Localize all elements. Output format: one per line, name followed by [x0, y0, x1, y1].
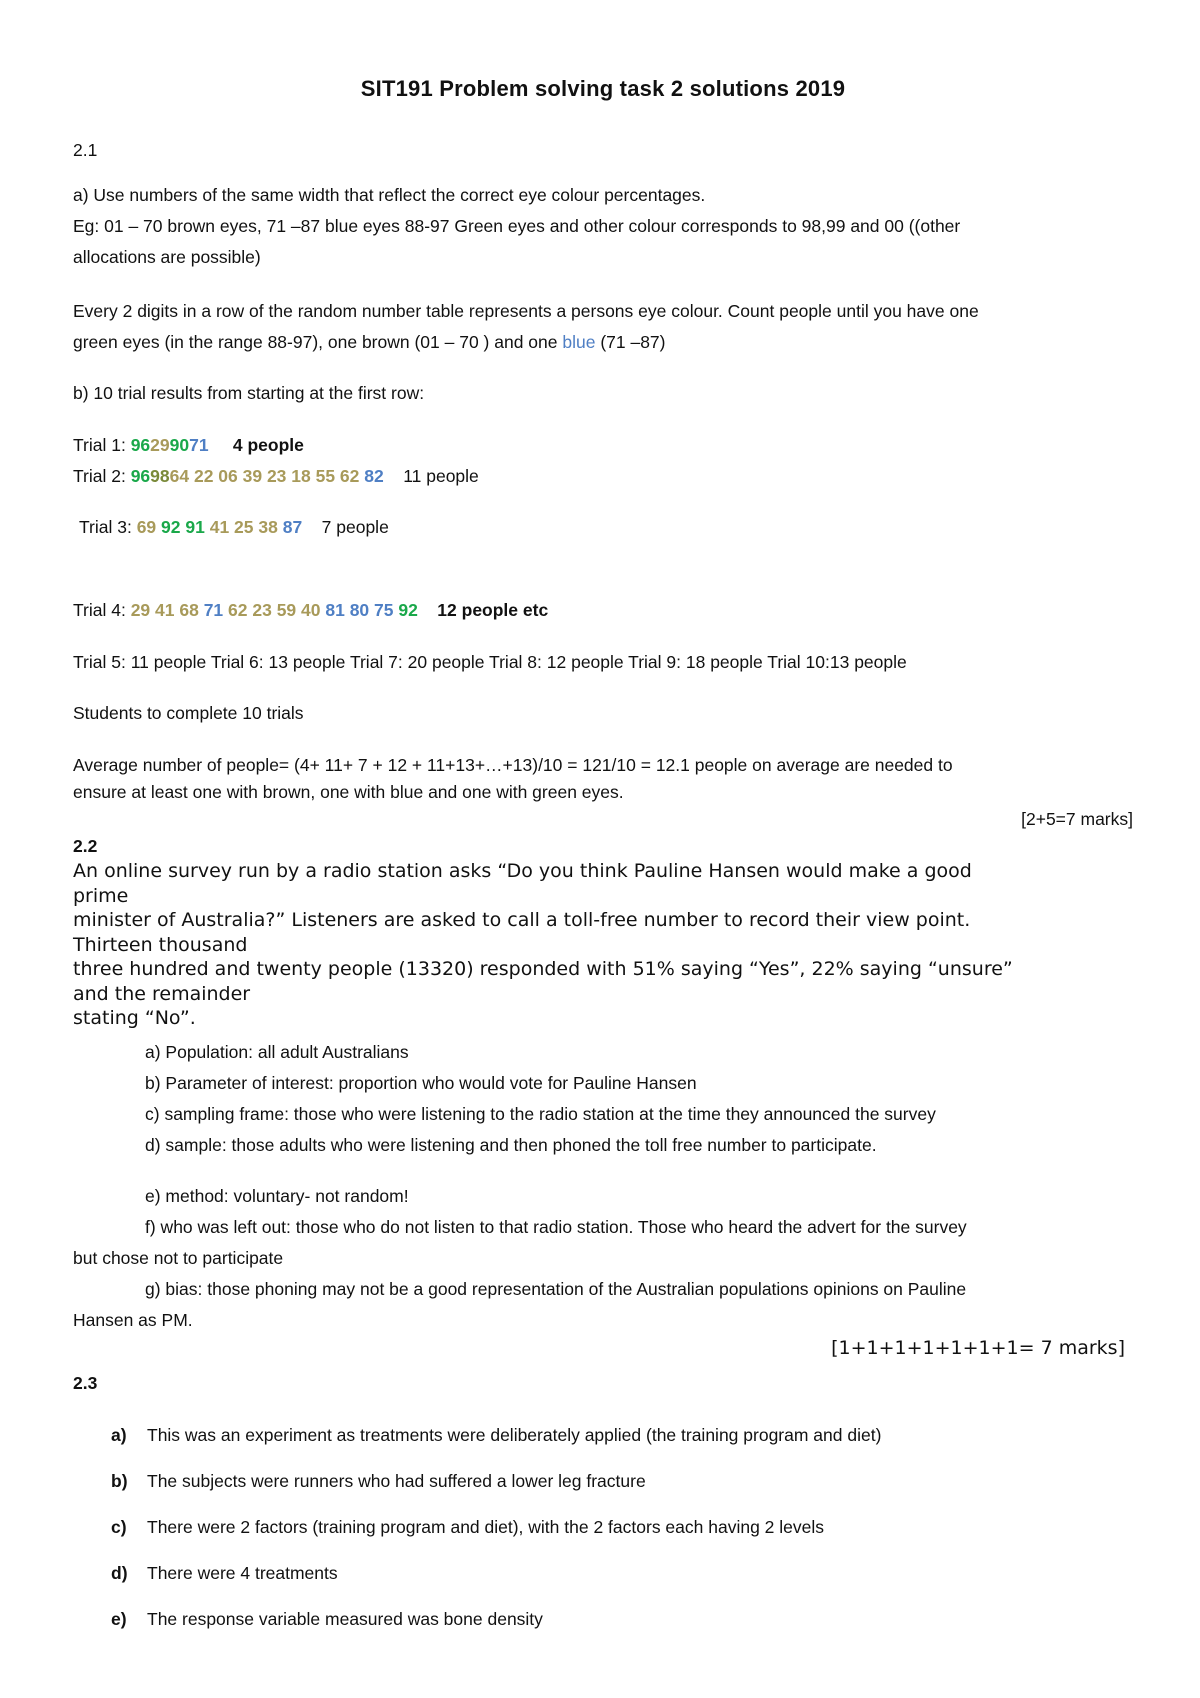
- marks-2-1: [2+5=7 marks]: [1021, 809, 1133, 829]
- answer-item: e) method: voluntary- not random!: [145, 1186, 409, 1206]
- list-marker: d): [111, 1563, 128, 1583]
- digits-blue: 81 80 75: [325, 600, 394, 620]
- list-item-text: The subjects were runners who had suffered a lower leg fracture: [147, 1471, 646, 1491]
- trial-line: [79, 517, 389, 538]
- list-marker: e): [111, 1609, 127, 1629]
- survey-line: and the remainder: [73, 982, 251, 1005]
- list-marker: b): [111, 1471, 128, 1491]
- list-item: [73, 1563, 338, 1584]
- trial-result: 7 people: [321, 517, 389, 537]
- section-heading-2-2: 2.2: [73, 836, 98, 856]
- list-marker: a): [111, 1425, 127, 1445]
- digits-blue: 71: [189, 435, 209, 455]
- digits-brown: 69: [136, 517, 157, 537]
- digits-brown: 62 23 59 40: [228, 600, 321, 620]
- trial-result: 12 people etc: [437, 600, 549, 620]
- trials-summary: Trial 5: 11 people Trial 6: 13 people Trial 7: 20 people Trial 8: 12 people Trial 9: 18 people Trial 10:13 people: [73, 652, 907, 672]
- blue-word: blue: [562, 332, 596, 352]
- answer-item-continued: but chose not to participate: [73, 1248, 284, 1268]
- digits-blue: 71: [203, 600, 224, 620]
- list-item: [73, 1425, 881, 1446]
- text-span: (71 –87): [595, 332, 666, 352]
- digits-other: 98: [150, 466, 170, 486]
- list-item: [73, 1609, 543, 1630]
- digits-green: 92: [161, 517, 181, 537]
- text-line: Eg: 01 – 70 brown eyes, 71 –87 blue eyes 88-97 Green eyes and other colour corresponds to 98,99 and 00 ((other: [73, 216, 961, 236]
- trial-label: Trial 3:: [79, 517, 137, 537]
- trial-label: Trial 2:: [73, 466, 131, 486]
- trial-result: 11 people: [403, 466, 479, 486]
- text-line: allocations are possible): [73, 247, 261, 267]
- text-span: green eyes (in the range 88-97), one brown (01 – 70 ) and one: [73, 332, 563, 352]
- text-line: b) 10 trial results from starting at the first row:: [73, 383, 425, 403]
- digits-blue: 87: [282, 517, 303, 537]
- digits-green: 92: [398, 600, 418, 620]
- digits-green: 90: [169, 435, 190, 455]
- digits-green: 96: [130, 466, 151, 486]
- answer-item: f) who was left out: those who do not listen to that radio station. Those who heard the advert for the survey: [145, 1217, 967, 1237]
- text-line: Every 2 digits in a row of the random number table represents a persons eye colour. Count people until you have one: [73, 301, 979, 321]
- text-line: a) Use numbers of the same width that reflect the correct eye colour percentages.: [73, 185, 706, 205]
- survey-line: stating “No”.: [73, 1007, 196, 1029]
- survey-line: An online survey run by a radio station asks “Do you think Pauline Hansen would make a good: [73, 860, 972, 882]
- digits-brown: 29 41 68: [130, 600, 199, 620]
- list-item: [73, 1471, 646, 1492]
- answer-item-continued: Hansen as PM.: [73, 1310, 193, 1330]
- trial-line: [73, 435, 304, 456]
- list-item-text: The response variable measured was bone density: [147, 1609, 543, 1629]
- digits-brown: 41 25 38: [209, 517, 278, 537]
- digits-brown: 64 22 06 39 23 18 55 62: [169, 466, 360, 486]
- trial-label: Trial 1:: [73, 435, 131, 455]
- survey-line: prime: [73, 884, 129, 907]
- list-marker: c): [111, 1517, 127, 1537]
- list-item-text: There were 2 factors (training program and diet), with the 2 factors each having 2 levels: [147, 1517, 825, 1537]
- list-item-text: This was an experiment as treatments were deliberately applied (the training program and diet): [147, 1425, 882, 1445]
- digits-blue: 82: [364, 466, 384, 486]
- survey-line: minister of Australia?” Listeners are asked to call a toll-free number to record their view point.: [73, 909, 971, 931]
- digits-green: 91: [185, 517, 205, 537]
- digits-brown: 29: [150, 435, 170, 455]
- section-heading-2-1: 2.1: [73, 140, 98, 160]
- section-heading-2-3: 2.3: [73, 1373, 98, 1393]
- trial-line: [73, 600, 548, 621]
- marks-2-2: [1+1+1+1+1+1+1= 7 marks]: [831, 1337, 1125, 1359]
- survey-line: three hundred and twenty people (13320) responded with 51% saying “Yes”, 22% saying “unsure”: [73, 958, 1013, 980]
- list-item: [73, 1517, 824, 1538]
- text-line: Average number of people= (4+ 11+ 7 + 12 + 11+13+…+13)/10 = 121/10 = 12.1 people on average are needed to: [73, 755, 953, 775]
- answer-item: a) Population: all adult Australians: [145, 1042, 409, 1062]
- answer-item: d) sample: those adults who were listening and then phoned the toll free number to participate.: [145, 1135, 877, 1155]
- answer-item: b) Parameter of interest: proportion who would vote for Pauline Hansen: [145, 1073, 697, 1093]
- answer-item: g) bias: those phoning may not be a good representation of the Australian populations opinions on Pauline: [145, 1279, 967, 1299]
- survey-line: Thirteen thousand: [73, 933, 248, 956]
- text-line: Students to complete 10 trials: [73, 703, 304, 723]
- text-line: [73, 332, 666, 353]
- page-title: SIT191 Problem solving task 2 solutions 2019: [360, 76, 846, 101]
- trial-line: [73, 466, 479, 487]
- trial-result: 4 people: [232, 435, 304, 455]
- digits-green: 96: [130, 435, 151, 455]
- survey-question: [73, 859, 1133, 1031]
- text-line: ensure at least one with brown, one with blue and one with green eyes.: [73, 782, 624, 802]
- list-item-text: There were 4 treatments: [147, 1563, 338, 1583]
- trial-label: Trial 4:: [73, 600, 131, 620]
- answer-item: c) sampling frame: those who were listening to the radio station at the time they announced the survey: [145, 1104, 936, 1124]
